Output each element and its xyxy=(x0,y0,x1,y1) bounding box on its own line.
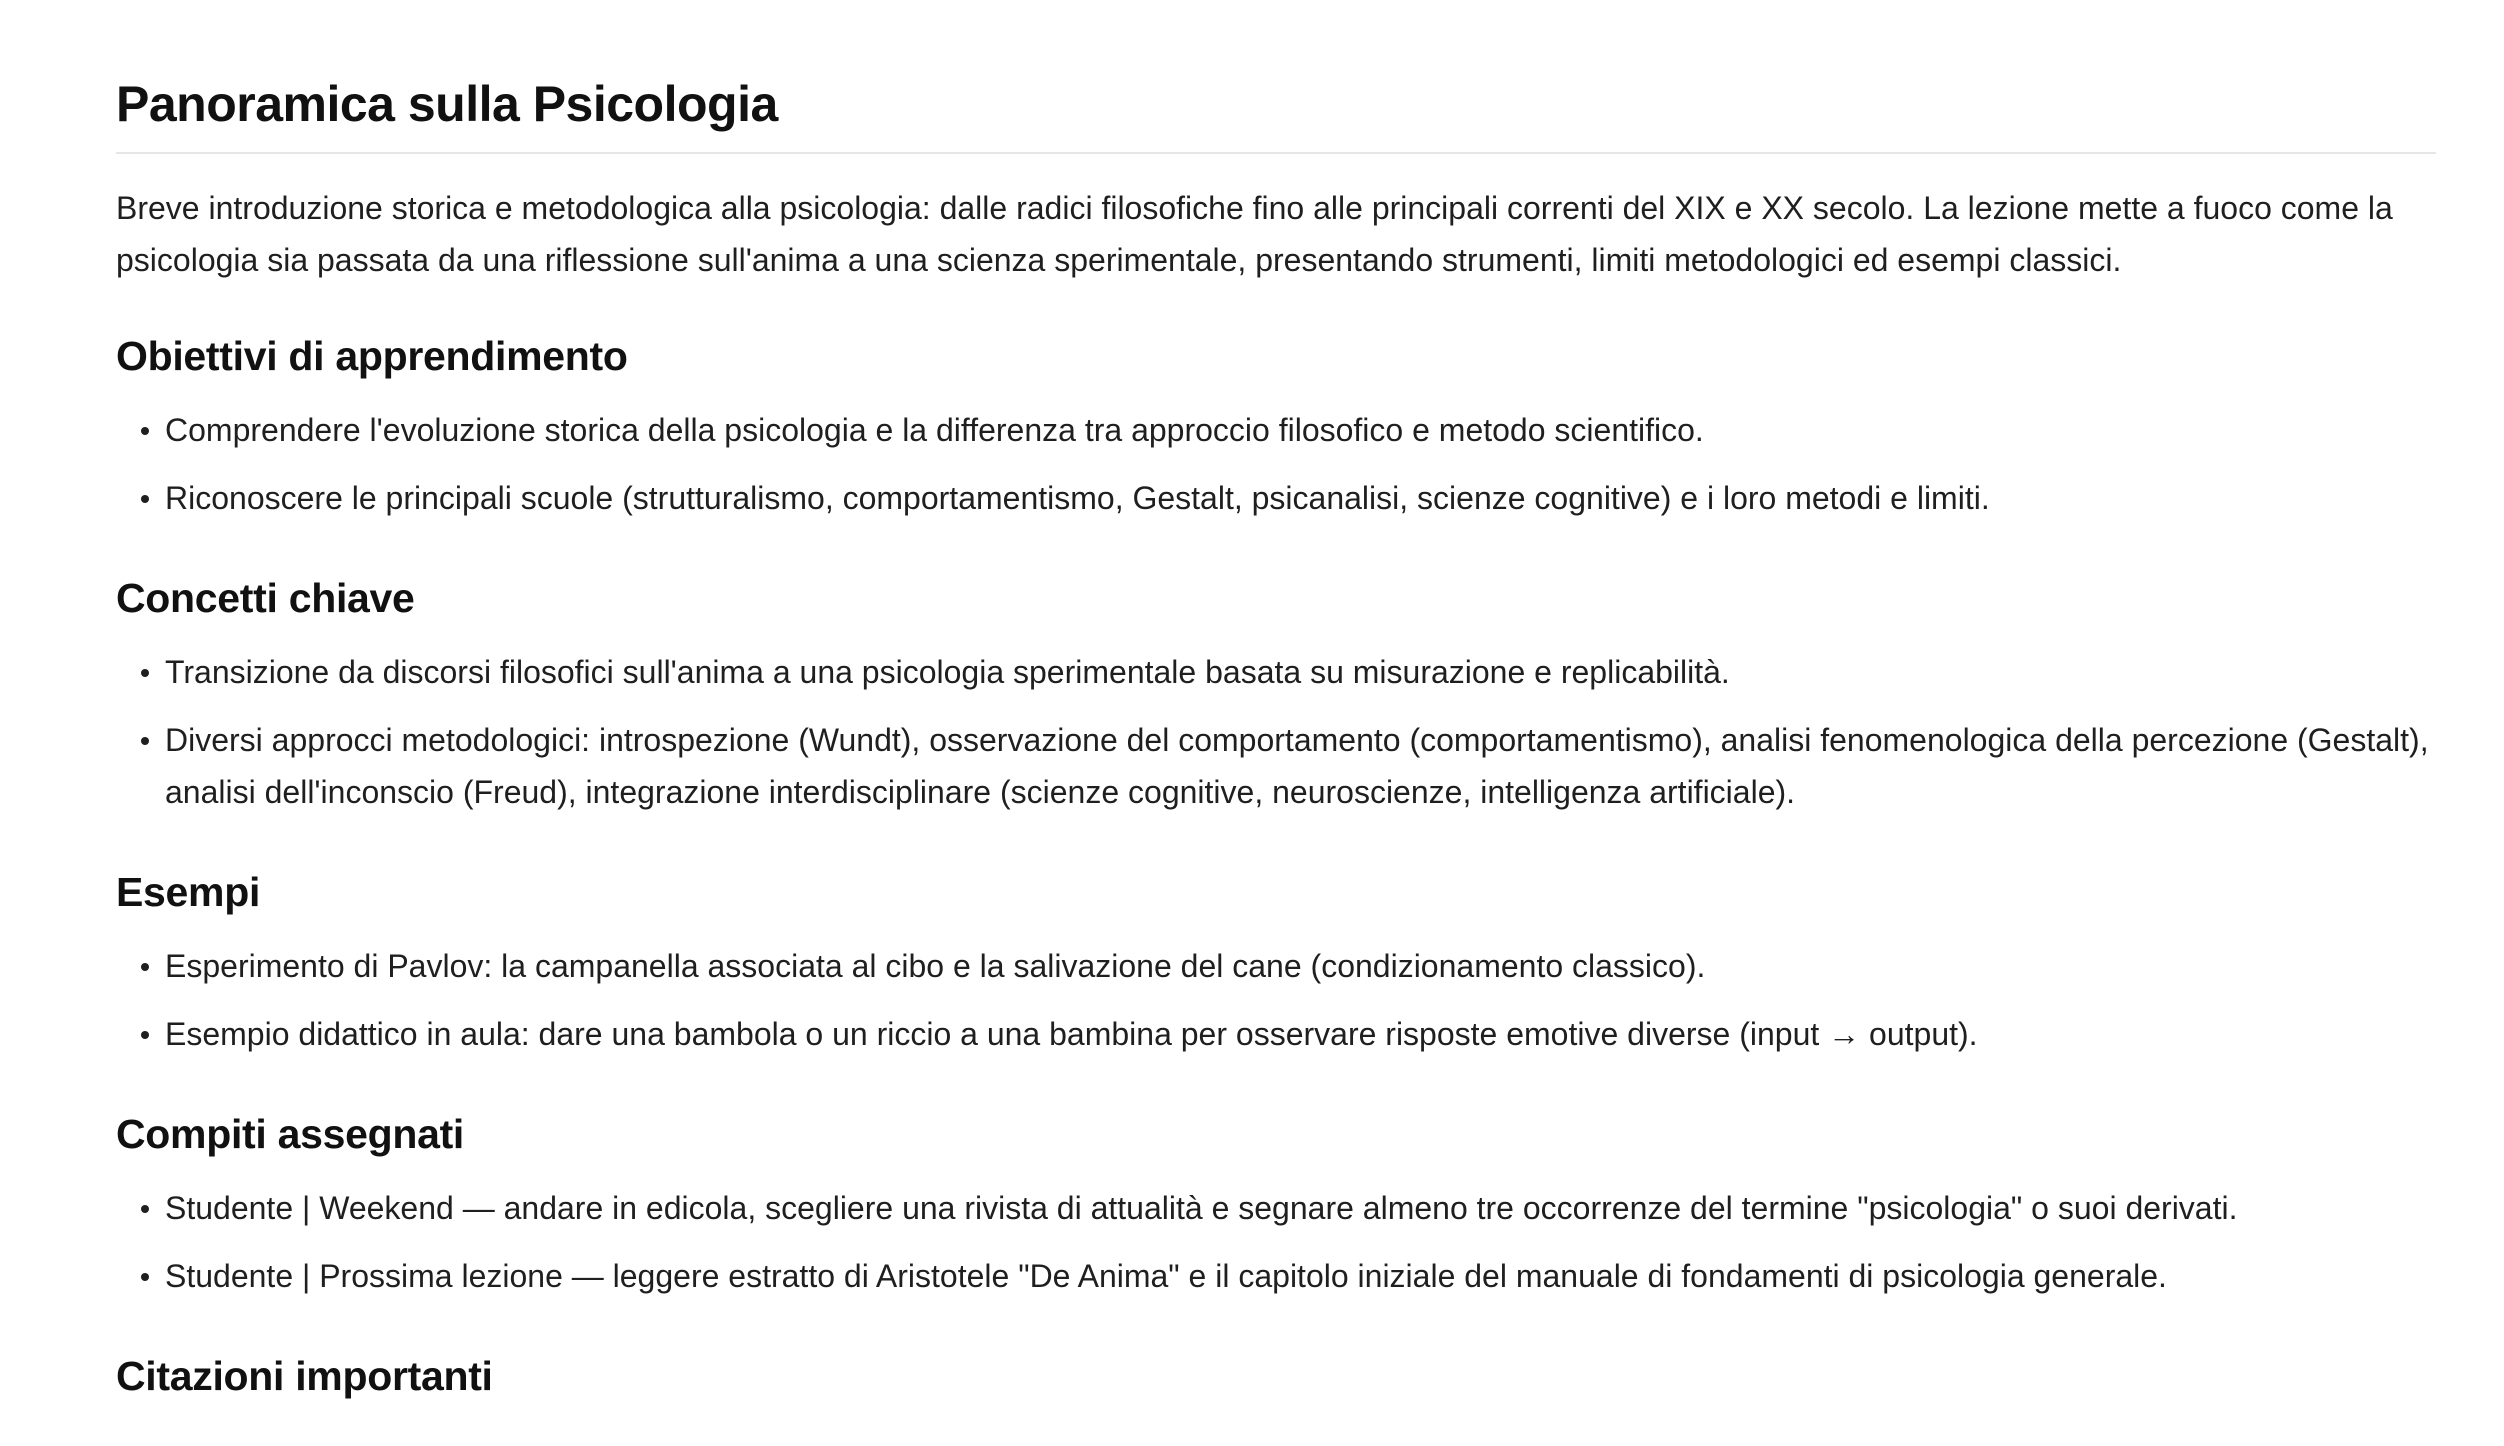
list-item: Esperimento di Pavlov: la campanella associata al cibo e la salivazione del cane (condizionamento classico). xyxy=(116,940,2436,992)
list-item: Studente | Weekend — andare in edicola, scegliere una rivista di attualità e segnare almeno tre occorrenze del termine "psicologia" o suoi derivati. xyxy=(116,1182,2436,1234)
list-item: Studente | Prossima lezione — leggere estratto di Aristotele "De Anima" e il capitolo iniziale del manuale di fondamenti di psicologia generale. xyxy=(116,1250,2436,1302)
objectives-list xyxy=(116,404,2436,524)
section-heading-concepts: Concetti chiave xyxy=(116,575,415,621)
page-title: Panoramica sulla Psicologia xyxy=(116,72,2436,154)
list-item: Riconoscere le principali scuole (strutturalismo, comportamentismo, Gestalt, psicanalisi, scienze cognitive) e i loro metodi e limiti. xyxy=(116,472,2436,524)
section-heading-quotes: Citazioni importanti xyxy=(116,1353,493,1399)
section-heading-tasks: Compiti assegnati xyxy=(116,1111,465,1157)
list-item: Transizione da discorsi filosofici sull'anima a una psicologia sperimentale basata su misurazione e replicabilità. xyxy=(116,646,2436,698)
section-heading-examples: Esempi xyxy=(116,869,261,915)
intro-paragraph: Breve introduzione storica e metodologica alla psicologia: dalle radici filosofiche fino alle principali correnti del XIX e XX secolo. La lezione mette a fuoco come la psicologia sia passata da una riflessione sull'anima a una scienza sperimentale, presentando strumenti, limiti metodologici ed esempi classici. xyxy=(116,190,2393,278)
list-item: Esempio didattico in aula: dare una bambola o un riccio a una bambina per osservare risposte emotive diverse (input → output). xyxy=(116,1008,2436,1060)
examples-list xyxy=(116,940,2436,1060)
section-heading-objectives: Obiettivi di apprendimento xyxy=(116,333,628,379)
concepts-list xyxy=(116,646,2436,818)
tasks-list xyxy=(116,1182,2436,1302)
list-item: Diversi approcci metodologici: introspezione (Wundt), osservazione del comportamento (comportamentismo), analisi fenomenologica della percezione (Gestalt), analisi dell'inconscio (Freud), integrazione interdisciplinare (scienze cognitive, neuroscienze, intelligenza artificiale). xyxy=(116,714,2436,818)
list-item: Comprendere l'evoluzione storica della psicologia e la differenza tra approccio filosofico e metodo scientifico. xyxy=(116,404,2436,456)
